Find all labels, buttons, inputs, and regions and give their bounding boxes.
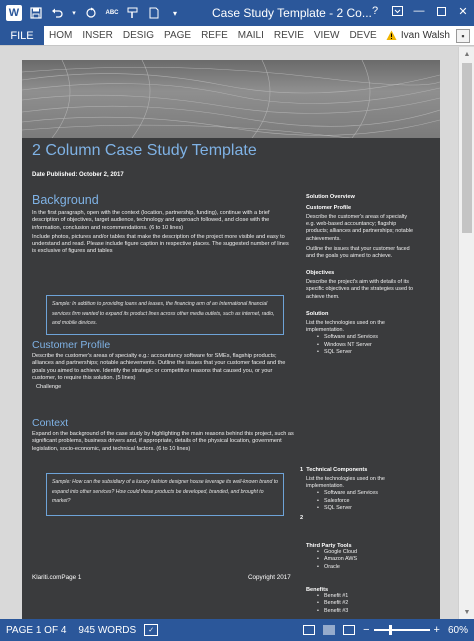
third-party-heading: Third Party Tools — [306, 543, 352, 549]
solution-overview-sidebar — [306, 194, 416, 356]
list-item: • Benefit #3 — [306, 608, 416, 615]
word-logo-icon[interactable]: W — [6, 5, 22, 21]
sidebar-customer-paragraph-1: Describe the customer's areas of specialty e.g. web-based accountancy; flagship products; alliances and partnerships; notable achievements. — [306, 214, 413, 242]
tab-page-layout[interactable]: PAGE — [164, 30, 192, 41]
tab-developer[interactable]: DEVE — [349, 30, 377, 41]
user-name: Ivan Walsh — [400, 30, 450, 41]
dropdown-icon[interactable]: ▾ — [72, 10, 76, 17]
maximize-icon[interactable] — [434, 4, 448, 18]
status-bar — [0, 619, 474, 641]
solution-list — [306, 334, 416, 356]
scroll-up-icon[interactable]: ▲ — [463, 50, 471, 58]
challenge-label: Challenge — [36, 384, 62, 391]
context-section — [32, 417, 294, 453]
background-paragraph-2: Include photos, pictures and/or tables that make the description of the project more visible and easy to understand and read. Please include figure caption in respective places. The suggested number of lines is exclusive of figures and tables — [32, 233, 289, 255]
window-controls — [368, 4, 470, 18]
solution-paragraph: List the technologies used on the implementation. — [306, 319, 385, 334]
date-published: Date Published: October 2, 2017 — [32, 172, 124, 178]
tab-references[interactable]: REFE — [201, 30, 228, 41]
spelling-icon[interactable]: ABC — [105, 10, 119, 16]
footer-left: Klariti.comPage 1 — [32, 574, 82, 581]
customer-profile-heading: Customer Profile — [32, 339, 111, 351]
customer-paragraph: Describe the customer's areas of specialty e.g.: accountancy software for SMEs, flagship products; alliances and partnerships; notable achievements. Outline the issues that your customer faced and the goals you aimed to achieve. Identify the strategic or competitive reasons that caused you, or your customer, to require this solution. (5 lines) — [32, 353, 286, 381]
zoom-in-icon[interactable]: + — [433, 624, 440, 636]
word-count[interactable]: 945 WORDS — [78, 624, 137, 636]
list-item: • Salesforce — [306, 498, 416, 505]
tab-design[interactable]: DESIG — [122, 30, 155, 41]
tech-number-1: 1 — [300, 467, 304, 473]
list-item: • Software and Services — [306, 334, 416, 341]
list-item: • Google Cloud — [306, 549, 416, 556]
title-bar — [0, 0, 474, 26]
ribbon-tabs — [0, 26, 474, 46]
save-icon[interactable] — [29, 6, 43, 20]
objectives-paragraph: Describe the project's aim with details of its specific objectives and the strategies used to achieve them. — [306, 279, 413, 300]
scroll-down-icon[interactable]: ▼ — [463, 608, 471, 616]
help-icon[interactable]: ? — [371, 5, 379, 17]
minimize-icon[interactable]: — — [413, 5, 425, 17]
tech-heading-text: Technical Components — [306, 467, 368, 473]
benefits-list — [306, 593, 416, 615]
tab-file[interactable]: FILE — [0, 26, 44, 45]
sample-callout-2: Sample: How can the subsidiary of a luxury fashion designer house leverage its well-known brand to expand into other services? How could these products be developed, branded, and brought to market? — [46, 473, 284, 516]
read-mode-icon[interactable] — [303, 625, 315, 635]
list-item: • Benefit #1 — [306, 593, 416, 600]
zoom-slider-knob[interactable] — [389, 625, 392, 635]
benefits — [306, 587, 416, 615]
format-painter-icon[interactable] — [126, 6, 140, 20]
context-heading: Context — [32, 417, 69, 429]
window-title: Case Study Template - 2 Co... — [212, 6, 372, 20]
tab-view[interactable]: VIEW — [313, 30, 340, 41]
redo-icon[interactable] — [84, 6, 98, 20]
tech-list — [300, 490, 416, 512]
document-area[interactable] — [0, 47, 458, 619]
close-icon[interactable]: ✕ — [458, 5, 468, 18]
background-section — [32, 193, 294, 256]
list-item: • SQL Server — [306, 505, 416, 512]
scrollbar-thumb[interactable] — [462, 63, 472, 233]
list-item: • Amazon AWS — [306, 556, 416, 563]
tab-home[interactable]: HOM — [49, 30, 73, 41]
quick-access-toolbar — [0, 5, 182, 21]
sample-callout-1: Sample: In addition to providing loans and leases, the financing arm of an International financial services firm wanted to expand its product lines across other media outlets, such as internet, radio, and mobile devices. — [46, 295, 284, 335]
technical-components-heading — [300, 467, 416, 473]
zoom-slider[interactable] — [374, 629, 430, 631]
view-controls — [303, 624, 474, 636]
vertical-scrollbar[interactable] — [458, 47, 474, 619]
objectives-heading: Objectives — [306, 270, 335, 277]
zoom-control — [363, 624, 468, 636]
benefits-heading: Benefits — [306, 587, 329, 593]
background-heading: Background — [32, 193, 99, 207]
context-paragraph: Expand on the background of the case study by highlighting the main reasons behind this project, such as significant problems, business drivers and, if appropriate, details of the physical location, government legislation, socio-economic, and technical factors. (6 to 10 lines) — [32, 431, 294, 452]
third-party-tools — [306, 543, 416, 571]
list-item: • SQL Server — [306, 349, 416, 356]
list-item: • Windows NT Server — [306, 342, 416, 349]
warning-icon — [386, 30, 397, 41]
technical-components — [300, 467, 416, 513]
zoom-level[interactable]: 60% — [447, 624, 468, 636]
sidebar-customer-profile-heading: Customer Profile — [306, 205, 352, 211]
web-layout-icon[interactable] — [343, 625, 355, 635]
new-doc-icon[interactable] — [147, 6, 161, 20]
user-avatar[interactable]: ▪ — [456, 29, 470, 43]
customer-section — [32, 339, 294, 391]
list-item: • Oracle — [306, 564, 416, 571]
third-party-list — [306, 549, 416, 571]
solution-heading: Solution — [306, 310, 329, 317]
sidebar-customer-paragraph-2: Outline the issues that your customer faced and the goals you aimed to achieve. — [306, 245, 410, 260]
proofing-icon[interactable]: ✓ — [144, 624, 158, 636]
footer-right: Copyright 2017 — [248, 574, 291, 581]
page-count[interactable]: PAGE 1 OF 4 — [6, 624, 67, 636]
solution-overview-heading: Solution Overview — [306, 194, 355, 200]
list-item: • Software and Services — [306, 490, 416, 497]
zoom-out-icon[interactable]: − — [363, 624, 370, 636]
tech-paragraph: List the technologies used on the implementation. — [306, 476, 385, 490]
ribbon-display-icon[interactable] — [390, 4, 404, 18]
customize-qat-icon[interactable]: ▾ — [172, 8, 177, 18]
tech-number-2: 2 — [300, 515, 304, 521]
tab-mailings[interactable]: MAILI — [237, 30, 264, 41]
header-image — [22, 60, 440, 138]
tab-insert[interactable]: INSER — [82, 30, 113, 41]
ribbon-right-controls — [456, 26, 474, 45]
tab-review[interactable]: REVIE — [273, 30, 304, 41]
background-paragraph-1: In the first paragraph, open with the context (location, partnership, funding), continue with a brief description of objectives, target audience, technology and approach followed, and close with the information, conclusion and recommendations. (6 to 10 lines) — [32, 210, 270, 231]
user-account[interactable] — [386, 26, 456, 45]
list-item: • Benefit #2 — [306, 600, 416, 607]
undo-icon[interactable] — [50, 6, 64, 20]
print-layout-icon[interactable] — [323, 625, 335, 635]
page-title: 2 Column Case Study Template — [32, 142, 257, 159]
